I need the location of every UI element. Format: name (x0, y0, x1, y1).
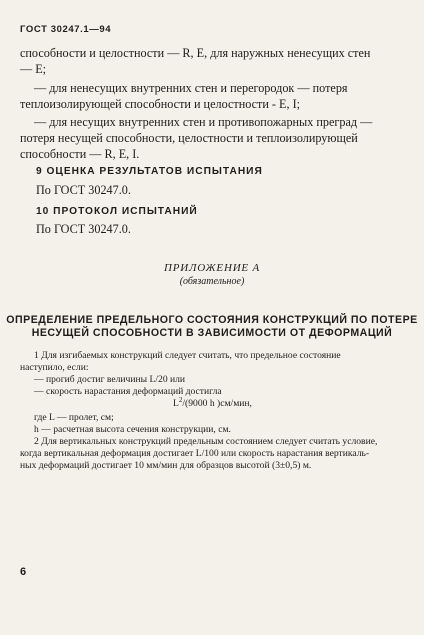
paragraph-line: способности — R, E, I. (20, 147, 140, 161)
paragraph-line: — для несущих внутренних стен и противопожарных преград — (34, 115, 373, 129)
appendix-label: ПРИЛОЖЕНИЕ А (163, 262, 261, 274)
appendix-line: наступило, если: (20, 362, 89, 373)
appendix-line: — скорость нарастания деформаций достигла (34, 386, 222, 397)
document-header: ГОСТ 30247.1—94 (20, 24, 112, 35)
section-text: По ГОСТ 30247.0. (36, 222, 131, 236)
appendix-line: где L — пролет, см; (34, 412, 114, 423)
formula-line (173, 395, 252, 410)
section-heading: 10 ПРОТОКОЛ ИСПЫТАНИЙ (36, 206, 198, 217)
section-text: По ГОСТ 30247.0. (36, 183, 131, 197)
appendix-line: — прогиб достиг величины L/20 или (34, 374, 186, 385)
appendix-status: (обязательное) (179, 276, 245, 287)
formula-variable: L (173, 398, 179, 409)
appendix-line: ных деформаций достигает 10 мм/мин для образцов высотой (3±0,5) м. (20, 460, 312, 471)
appendix-line: когда вертикальная деформация достигает L/100 или скорость нарастания вертикаль- (20, 448, 370, 459)
paragraph-line: — для ненесущих внутренних стен и перегородок — потеря (34, 81, 348, 95)
formula-text: /(9000 h )см/мин, (182, 398, 252, 409)
formula-exponent: 2 (178, 395, 183, 404)
page-number: 6 (20, 566, 27, 578)
section-heading: 9 ОЦЕНКА РЕЗУЛЬТАТОВ ИСПЫТАНИЯ (36, 166, 263, 177)
appendix-title: ОПРЕДЕЛЕНИЕ ПРЕДЕЛЬНОГО СОСТОЯНИЯ КОНСТРУКЦИЙ ПО ПОТЕРЕ (6, 314, 418, 326)
paragraph-line: потеря несущей способности, целостности и теплоизолирующей (20, 131, 358, 145)
paragraph-line: способности и целостности — R, E, для наружных ненесущих стен (20, 46, 371, 60)
appendix-line: h — расчетная высота сечения конструкции, см. (34, 424, 231, 435)
paragraph-line: теплоизолирующей способности и целостности - E, I; (20, 97, 301, 111)
appendix-line: 1 Для изгибаемых конструкций следует считать, что предельное состояние (34, 350, 341, 361)
appendix-line: 2 Для вертикальных конструкций предельным состоянием следует считать условие, (34, 436, 378, 447)
paragraph-line: — E; (20, 62, 47, 76)
appendix-title: НЕСУЩЕЙ СПОСОБНОСТИ В ЗАВИСИМОСТИ ОТ ДЕФОРМАЦИЙ (31, 327, 393, 339)
